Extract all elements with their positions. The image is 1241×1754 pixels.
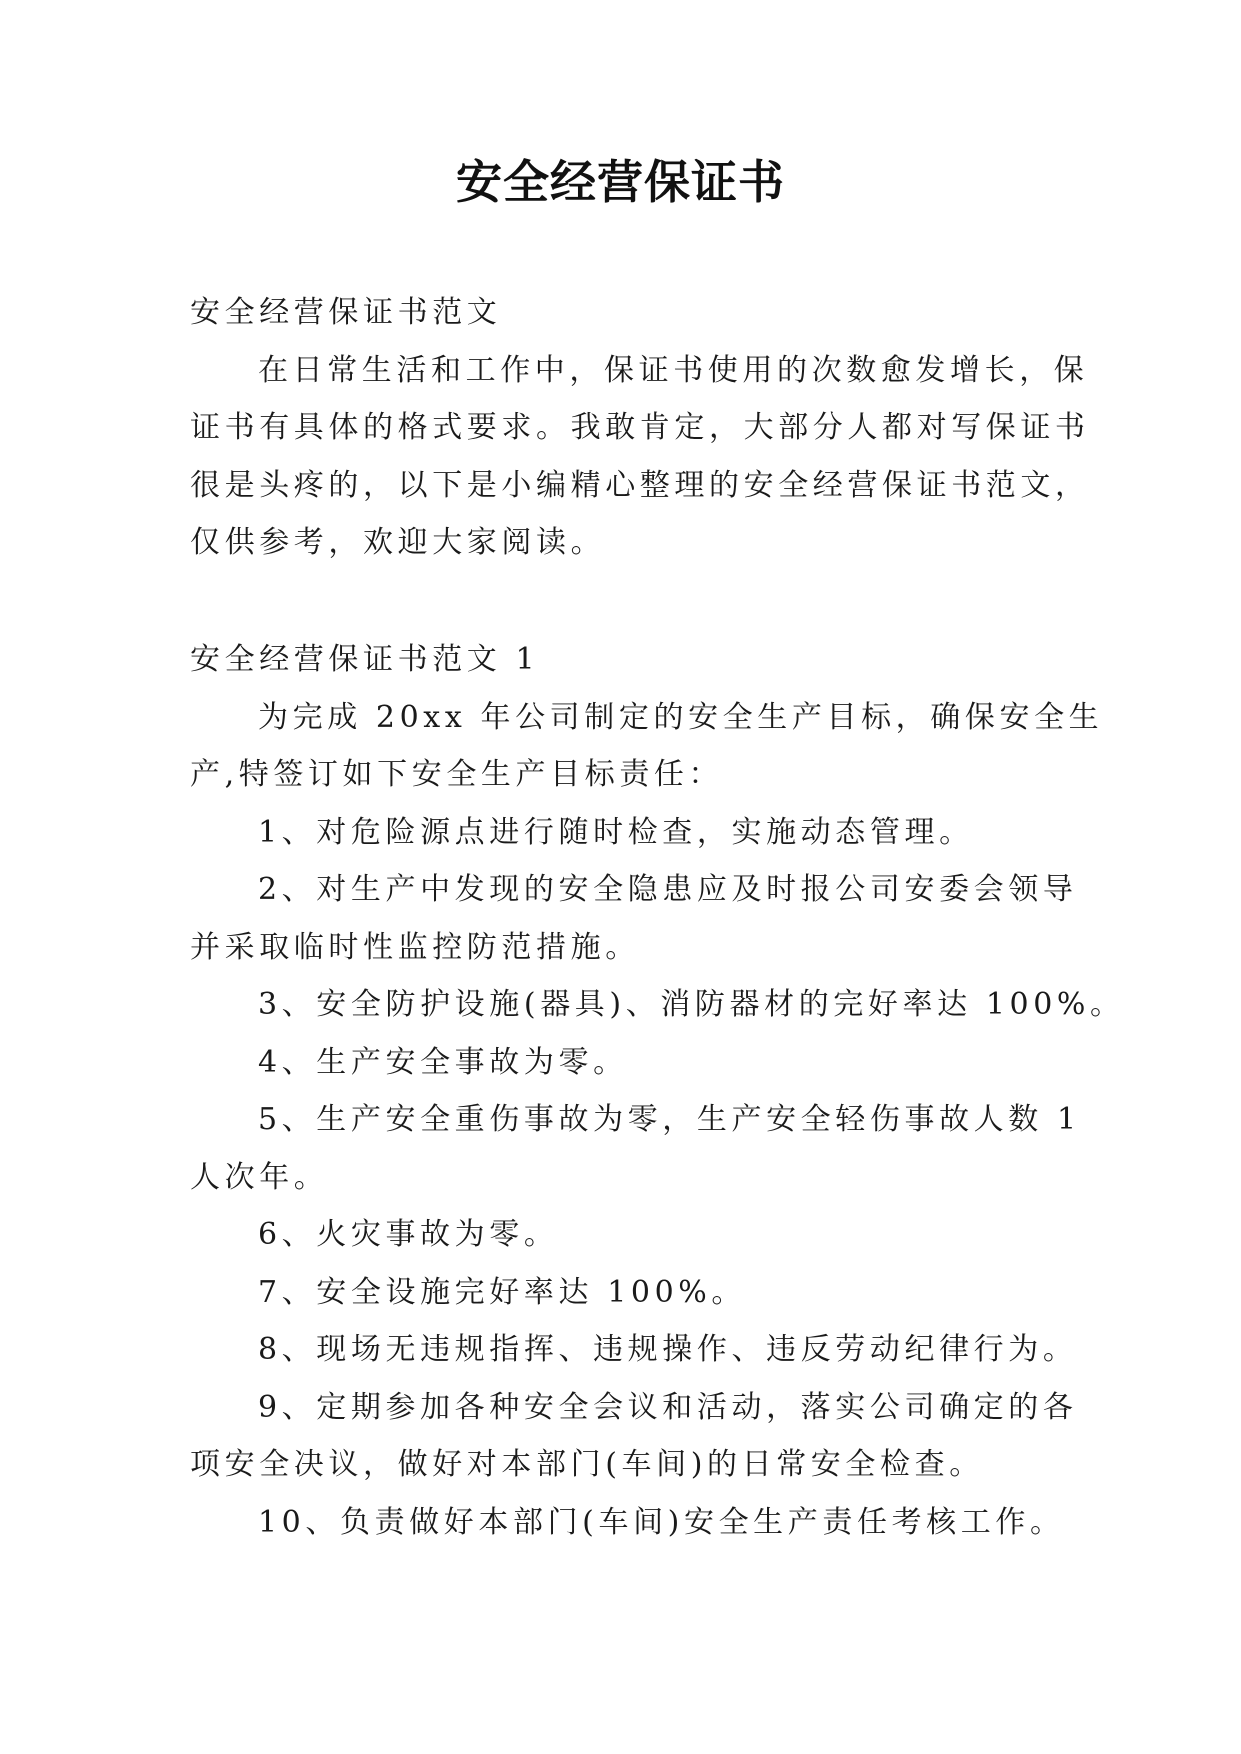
responsibility-item-8: 8、现场无违规指挥、违规操作、违反劳动纪律行为。 — [258, 1332, 1078, 1367]
responsibility-item-1: 1、对危险源点进行随时检查，实施动态管理。 — [258, 814, 974, 850]
sample-1-opening-line: 为完成 20xx 年公司制定的安全生产目标，确保安全生 — [258, 699, 1104, 735]
responsibility-item-2-continued: 并采取临时性监控防范措施。 — [190, 929, 640, 965]
responsibility-item-2: 2、对生产中发现的安全隐患应及时报公司安委会领导 — [258, 872, 1078, 907]
responsibility-item-3: 3、安全防护设施(器具)、消防器材的完好率达 100%。 — [258, 987, 1125, 1022]
intro-paragraph-line: 在日常生活和工作中，保证书使用的次数愈发增长，保 — [258, 352, 1089, 388]
responsibility-item-9-continued: 项安全决议，做好对本部门(车间)的日常安全检查。 — [190, 1447, 984, 1482]
responsibility-item-7: 7、安全设施完好率达 100%。 — [258, 1274, 746, 1310]
sample-1-section — [190, 631, 1125, 1551]
intro-heading: 安全经营保证书范文 — [190, 295, 502, 330]
responsibility-item-5: 5、生产安全重伤事故为零，生产安全轻伤事故人数 1 — [258, 1102, 1081, 1137]
intro-paragraph-line: 很是头疼的，以下是小编精心整理的安全经营保证书范文， — [190, 467, 1090, 503]
sample-1-heading: 安全经营保证书范文 1 — [190, 642, 540, 677]
document-title: 安全经营保证书 — [456, 155, 785, 209]
intro-section — [190, 284, 1090, 572]
sample-1-opening-line: 产,特签订如下安全生产目标责任： — [190, 757, 724, 792]
responsibility-item-4: 4、生产安全事故为零。 — [258, 1044, 628, 1080]
responsibility-item-9: 9、定期参加各种安全会议和活动，落实公司确定的各 — [258, 1389, 1078, 1425]
responsibility-item-5-continued: 人次年。 — [190, 1159, 329, 1195]
intro-paragraph-line: 仅供参考，欢迎大家阅读。 — [190, 525, 606, 560]
intro-paragraph-line: 证书有具体的格式要求。我敢肯定，大部分人都对写保证书 — [190, 410, 1090, 445]
responsibility-item-6: 6、火灾事故为零。 — [258, 1217, 559, 1252]
responsibility-item-10: 10、负责做好本部门(车间)安全生产责任考核工作。 — [258, 1504, 1065, 1540]
